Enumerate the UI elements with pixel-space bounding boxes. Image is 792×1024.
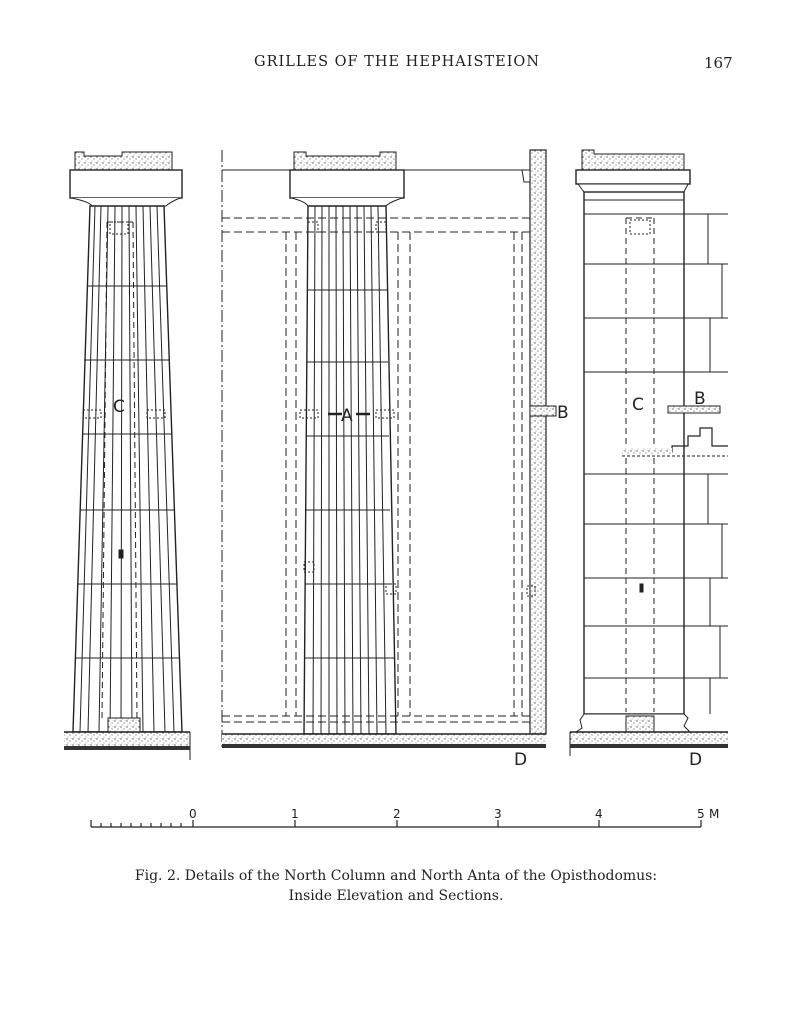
middle-elevation <box>222 150 556 750</box>
section-label-c-right: C <box>632 395 644 415</box>
scale-bar <box>91 820 701 827</box>
figure-caption <box>60 866 732 906</box>
caption-line-1: Fig. 2. Details of the North Column and North Anta of the Opisthodomus: <box>134 868 658 884</box>
scale-tick-0: 0 <box>189 807 197 821</box>
section-label-d-right: D <box>689 750 703 770</box>
page-number: 167 <box>704 54 733 72</box>
right-anta-elevation <box>570 150 728 756</box>
scale-tick-1: 1 <box>291 807 299 821</box>
caption-line-2: Inside Elevation and Sections. <box>288 888 504 904</box>
section-label-b-right: B <box>694 389 706 409</box>
left-column-section <box>64 152 190 760</box>
scale-tick-3: 3 <box>494 807 502 821</box>
scale-tick-5: 5 <box>697 807 705 821</box>
section-label-b-middle: B <box>557 403 569 423</box>
scale-tick-2: 2 <box>393 807 401 821</box>
section-label-c-left: C <box>113 397 125 417</box>
running-head: GRILLES OF THE HEPHAISTEION <box>254 54 541 70</box>
section-label-d-middle: D <box>514 750 528 770</box>
scale-tick-4: 4 <box>595 807 603 821</box>
scale-unit: M <box>709 807 720 821</box>
section-label-a: A <box>341 406 353 426</box>
